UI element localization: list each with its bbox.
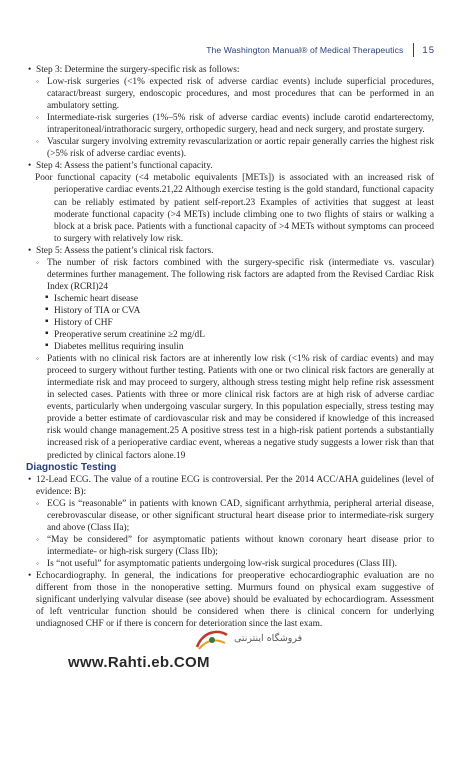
watermark (38, 627, 318, 675)
step5-rcri-intro: ◦ The number of risk factors combined with the surgery-specific risk (intermediate vs. vascular) determines further management. The following risk factors are adapted from the Revised Cardiac Risk Index (RCRI)24 (26, 257, 434, 293)
step4-intro: • Step 4: Assess the patient’s functional capacity. (26, 160, 434, 172)
ecg-intro: • 12-Lead ECG. The value of a routine ECG is controversial. Per the 2014 ACC/AHA guidelines (level of evidence: B): (26, 474, 434, 498)
risk-factor-item: ▪ Diabetes mellitus requiring insulin (26, 341, 434, 353)
page-number: 15 (422, 44, 435, 56)
step3-intermediate-risk: ◦ Intermediate-risk surgeries (1%–5% risk of adverse cardiac events) include carotid endarterectomy, intraperitoneal/intrathoracic surgery, orthopedic surgery, head and neck surgery, and prostate surgery. (26, 112, 434, 136)
step3-intro: • Step 3: Determine the surgery-specific risk as follows: (26, 64, 434, 76)
step5-intro: • Step 5: Assess the patient’s clinical risk factors. (26, 245, 434, 257)
step3-vascular: ◦ Vascular surgery involving extremity revascularization or aortic repair generally carries the highest risk (>5% risk of adverse cardiac events). (26, 136, 434, 160)
step5-no-factors: ◦ Patients with no clinical risk factors are at inherently low risk (<1% risk of cardiac events) and may proceed to surgery without further testing. Patients with one or two clinical risk factors are generally at intermediate risk and may proceed to surgery, although stress testing might help refine risk assessment in selected cases. Patients with three or more clinical risk factors are at high risk of adverse cardiac events, particularly when undergoing vascular surgery. In this population especially, stress testing may provide a better estimate of cardiovascular risk and may be considered if knowledge of this increased risk would change management.25 A positive stress test in a high-risk patient portends a substantially increased risk of a perioperative cardiac event, whereas a negative study suggests a lower risk than that predicted by clinical factors alone.19 (26, 353, 434, 461)
risk-factor-item: ▪ Ischemic heart disease (26, 293, 434, 305)
risk-factor-item: ▪ History of CHF (26, 317, 434, 329)
running-header (206, 42, 435, 58)
watermark-persian-text: فروشگاه اینترنتی (234, 633, 303, 644)
echo-paragraph: • Echocardiography. In general, the indications for preoperative echocardiographic evaluation are no different from those in the nonoperative setting. Murmurs found on physical exam suggestive of significant underlying valvular disease (see above) should be evaluated by echocardiogram. Assessment of left ventricular function should be considered when there is clinical concern for underlying undiagnosed CHF or if there is concern for deterioration since the last exam. (26, 570, 434, 630)
risk-factor-item: ▪ Preoperative serum creatinine ≥2 mg/dL (26, 329, 434, 341)
step3-low-risk: ◦ Low-risk surgeries (<1% expected risk of adverse cardiac events) include superficial procedures, cataract/breast surgery, endoscopic procedures, and most procedures that can be performed in an ambulatory setting. (26, 76, 434, 112)
risk-factor-item: ▪ History of TIA or CVA (26, 305, 434, 317)
page-body (26, 64, 434, 630)
watermark-url: www.Rahti.eb.COM (68, 654, 210, 671)
ecg-item: ◦ “May be considered” for asymptomatic patients without known coronary heart disease prior to intermediate- or high-risk surgery (Class IIb); (26, 534, 434, 558)
header-divider (413, 43, 414, 57)
section-heading-diagnostic-testing: Diagnostic Testing (26, 461, 117, 473)
ecg-item: ◦ Is “not useful” for asymptomatic patients undergoing low-risk surgical procedures (Class III). (26, 558, 434, 570)
ecg-item: ◦ ECG is “reasonable” in patients with known CAD, significant arrhythmia, peripheral arterial disease, cerebrovascular disease, or other significant structural heart disease prior to intermediate-risk surgery and above (Class IIa); (26, 498, 434, 534)
running-title: The Washington Manual® of Medical Therapeutics (206, 45, 404, 55)
watermark-logo-icon (193, 627, 231, 653)
step4-paragraph: Poor functional capacity (<4 metabolic equivalents [METs]) is associated with an increased risk of perioperative cardiac events.21,22 Although exercise testing is the gold standard, functional capacity can be reliably estimated by patient self-report.23 Examples of activities that suggest at least moderate functional capacity (>4 METs) include climbing one to two flights of stairs or walking a block at a brisk pace. Patients with a functional capacity of >4 METs without symptoms can proceed to surgery with relatively low risk. (35, 173, 434, 244)
